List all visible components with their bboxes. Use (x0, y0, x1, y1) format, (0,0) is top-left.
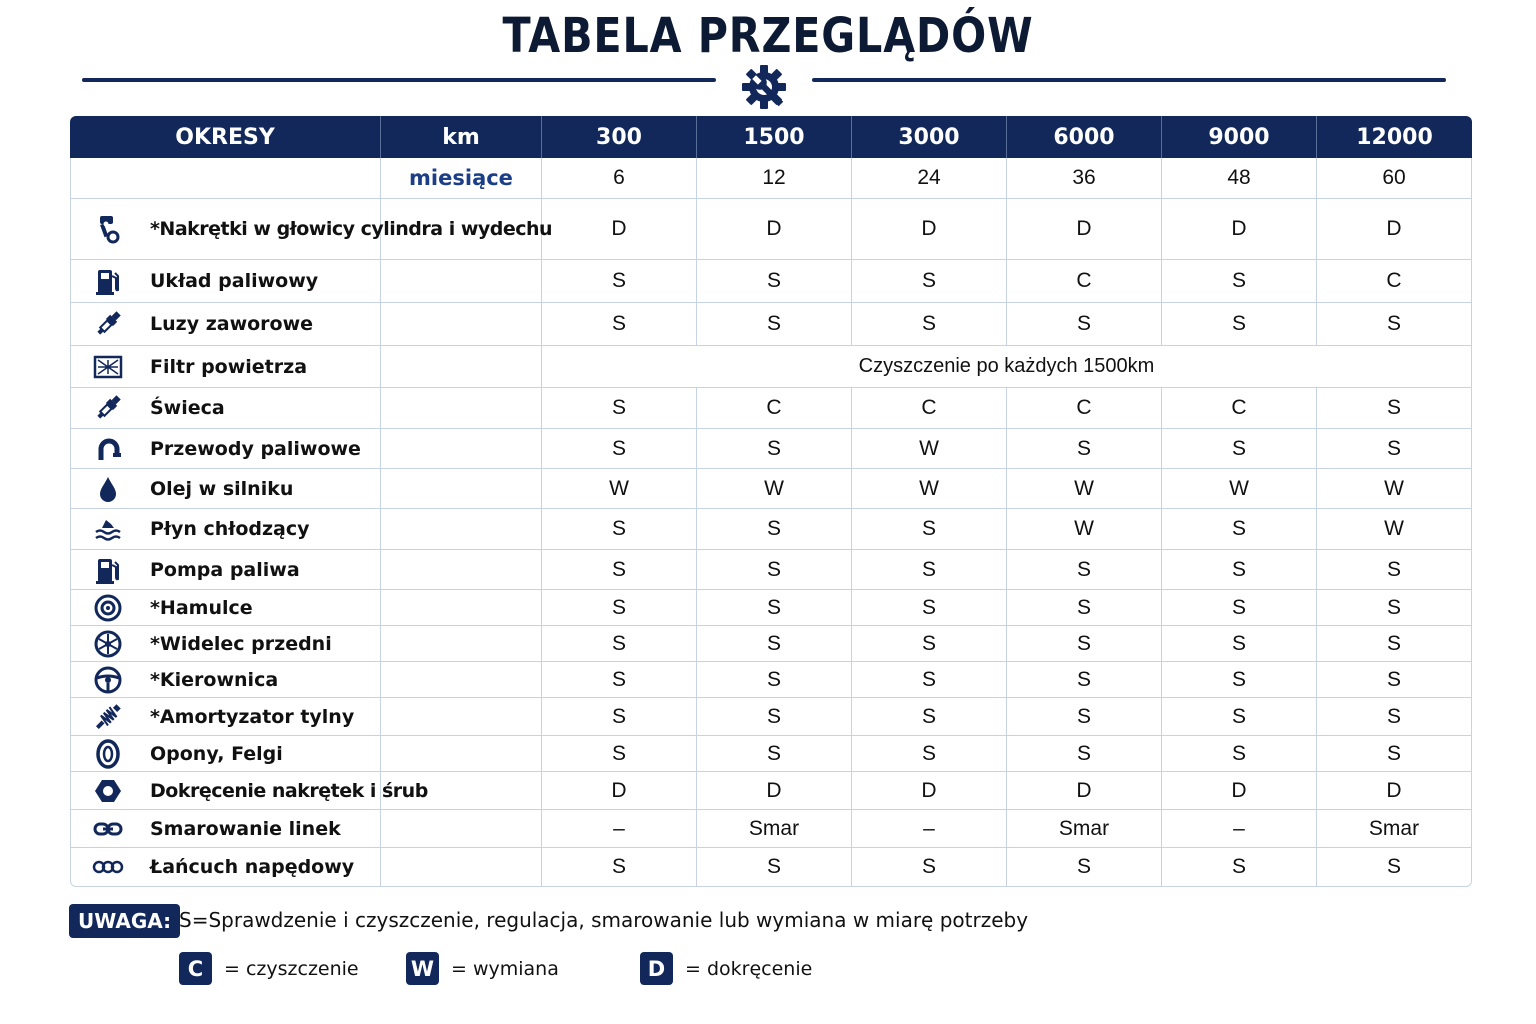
table-row (70, 590, 1472, 626)
item-name: Olej w silniku (150, 477, 294, 500)
schedule-cell: S (1317, 662, 1472, 698)
schedule-cell: W (852, 469, 1007, 509)
schedule-cell: S (697, 303, 852, 346)
table-row (70, 810, 1472, 848)
table-row (70, 199, 1472, 260)
schedule-cell: S (1007, 848, 1162, 887)
legend-item-d (640, 952, 812, 985)
item-name: *Widelec przedni (150, 632, 332, 655)
item-name: Smarowanie linek (150, 817, 341, 840)
interval-note: Czyszczenie po każdych 1500km (542, 346, 1472, 388)
schedule-cell: S (542, 429, 697, 469)
schedule-cell: S (1007, 736, 1162, 772)
table-row (70, 388, 1472, 429)
km-header-cell: 3000 (852, 116, 1007, 158)
schedule-cell: S (1162, 848, 1317, 887)
item-cell (70, 810, 381, 848)
schedule-cell: C (1007, 260, 1162, 303)
months-cell: 12 (697, 158, 852, 199)
schedule-cell: W (1317, 509, 1472, 550)
table-row (70, 772, 1472, 810)
schedule-cell: S (1007, 429, 1162, 469)
legend-badge: W (406, 952, 439, 985)
legend-badge: D (640, 952, 673, 985)
item-cell (70, 260, 381, 303)
blank-km-cell (381, 346, 542, 388)
schedule-cell: S (852, 509, 1007, 550)
months-label: miesiące (381, 158, 542, 199)
schedule-cell: W (1007, 469, 1162, 509)
schedule-cell: S (852, 736, 1007, 772)
item-cell (70, 626, 381, 662)
schedule-cell: S (542, 260, 697, 303)
legend-text: = czyszczenie (224, 957, 359, 980)
wheel-icon (93, 629, 123, 659)
schedule-cell: S (542, 698, 697, 736)
item-cell (70, 736, 381, 772)
item-name: Łańcuch napędowy (150, 856, 355, 878)
table-row (70, 550, 1472, 590)
table-row (70, 260, 1472, 303)
item-cell (70, 199, 553, 260)
item-cell (70, 509, 381, 550)
piston-icon (93, 214, 123, 244)
schedule-cell: S (852, 662, 1007, 698)
km-header-cell: 9000 (1162, 116, 1317, 158)
item-cell (70, 590, 381, 626)
cable-link-icon (93, 814, 123, 844)
schedule-cell: W (542, 469, 697, 509)
months-row (70, 158, 1472, 199)
schedule-cell: S (542, 848, 697, 887)
schedule-cell: S (1162, 303, 1317, 346)
schedule-cell: S (1162, 429, 1317, 469)
schedule-cell: D (852, 772, 1007, 810)
schedule-cell: S (697, 698, 852, 736)
schedule-cell: S (1007, 550, 1162, 590)
table-row (70, 626, 1472, 662)
schedule-cell: Smar (1007, 810, 1162, 848)
air-filter-icon (93, 352, 123, 382)
blank-km-cell (381, 550, 542, 590)
schedule-cell: D (1007, 772, 1162, 810)
item-name: Układ paliwowy (150, 270, 319, 292)
km-header-row (70, 116, 1472, 158)
item-name: *Nakrętki w głowicy cylindra i wydechu (150, 218, 553, 240)
blank-km-cell (381, 260, 542, 303)
schedule-cell: S (1007, 590, 1162, 626)
schedule-cell: S (1162, 260, 1317, 303)
schedule-cell: C (1162, 388, 1317, 429)
months-cell: 24 (852, 158, 1007, 199)
schedule-cell: – (1162, 810, 1317, 848)
schedule-cell: S (1317, 388, 1472, 429)
item-name: Płyn chłodzący (150, 518, 310, 540)
title-divider-left (82, 78, 716, 82)
item-name: *Hamulce (150, 596, 253, 619)
schedule-cell: D (1317, 199, 1472, 260)
item-cell (70, 388, 381, 429)
blank-km-cell (381, 590, 542, 626)
schedule-cell: C (697, 388, 852, 429)
page-title: TABELA PRZEGLĄDÓW (502, 8, 1034, 64)
item-name: Luzy zaworowe (150, 313, 314, 335)
schedule-cell: D (697, 199, 852, 260)
blank-km-cell (381, 388, 542, 429)
nut-icon (93, 776, 123, 806)
fuel-hose-icon (93, 434, 123, 464)
schedule-cell: Smar (1317, 810, 1472, 848)
schedule-cell: S (542, 388, 697, 429)
months-cell: 60 (1317, 158, 1472, 199)
spark-plug-icon (93, 393, 123, 423)
km-header-cell: 1500 (697, 116, 852, 158)
schedule-cell: S (852, 626, 1007, 662)
schedule-cell: S (1317, 698, 1472, 736)
schedule-cell: D (542, 772, 697, 810)
tire-icon (93, 739, 123, 769)
schedule-cell: S (1162, 590, 1317, 626)
schedule-cell: S (542, 626, 697, 662)
legend-badge: C (179, 952, 212, 985)
months-cell: 48 (1162, 158, 1317, 199)
months-cell: 6 (542, 158, 697, 199)
item-name: *Amortyzator tylny (150, 705, 355, 728)
legend-text: = wymiana (451, 957, 559, 980)
item-cell (70, 772, 428, 810)
schedule-cell: S (1162, 550, 1317, 590)
item-name: *Kierownica (150, 668, 279, 691)
chain-icon (93, 852, 123, 882)
oil-drop-icon (93, 474, 123, 504)
schedule-cell: S (697, 550, 852, 590)
blank-km-cell (381, 303, 542, 346)
km-header-cell: 6000 (1007, 116, 1162, 158)
schedule-cell: S (697, 429, 852, 469)
blank-km-cell (381, 626, 542, 662)
schedule-cell: S (1317, 303, 1472, 346)
schedule-cell: S (697, 736, 852, 772)
schedule-cell: W (1007, 509, 1162, 550)
shock-absorber-icon (93, 702, 123, 732)
schedule-cell: W (697, 469, 852, 509)
schedule-cell: S (1317, 626, 1472, 662)
schedule-cell: S (1317, 736, 1472, 772)
note-text: S=Sprawdzenie i czyszczenie, regulacja, smarowanie lub wymiana w miarę potrzeby (179, 908, 1029, 932)
item-cell (70, 550, 381, 590)
periods-header: OKRESY (70, 116, 381, 158)
blank-km-cell (381, 509, 542, 550)
table-row (70, 509, 1472, 550)
schedule-cell: S (697, 509, 852, 550)
item-name: Świeca (150, 397, 225, 419)
table-row (70, 848, 1472, 887)
title-divider-right (812, 78, 1446, 82)
schedule-cell: W (1162, 469, 1317, 509)
schedule-cell: S (697, 848, 852, 887)
schedule-cell: S (542, 509, 697, 550)
item-cell (70, 698, 381, 736)
months-blank-cell (70, 158, 381, 199)
blank-km-cell (381, 736, 542, 772)
gear-wrench-icon (736, 62, 792, 112)
schedule-cell: – (852, 810, 1007, 848)
table-row (70, 736, 1472, 772)
note-label: UWAGA: (69, 904, 180, 938)
item-name: Dokręcenie nakrętek i śrub (150, 779, 428, 802)
blank-km-cell (381, 429, 542, 469)
schedule-cell: S (542, 303, 697, 346)
blank-km-cell (381, 662, 542, 698)
schedule-cell: D (542, 199, 697, 260)
schedule-cell: S (697, 626, 852, 662)
fuel-pump-icon (93, 555, 123, 585)
table-row (70, 698, 1472, 736)
table-row (70, 469, 1472, 509)
item-cell (70, 662, 381, 698)
schedule-cell: D (1007, 199, 1162, 260)
blank-km-cell (381, 469, 542, 509)
schedule-cell: S (852, 260, 1007, 303)
schedule-cell: D (852, 199, 1007, 260)
km-header-cell: 300 (542, 116, 697, 158)
table-row (70, 346, 1472, 388)
schedule-cell: S (1317, 429, 1472, 469)
schedule-cell: S (1162, 736, 1317, 772)
table-row (70, 662, 1472, 698)
legend-item-c (179, 952, 359, 985)
item-cell (70, 469, 381, 509)
schedule-cell: Smar (697, 810, 852, 848)
fuel-pump-icon (93, 266, 123, 296)
brake-disc-icon (93, 593, 123, 623)
table-row (70, 303, 1472, 346)
schedule-cell: S (1317, 590, 1472, 626)
schedule-cell: S (697, 260, 852, 303)
table-row (70, 429, 1472, 469)
schedule-cell: S (1162, 626, 1317, 662)
schedule-cell: S (1317, 550, 1472, 590)
schedule-cell: S (1007, 698, 1162, 736)
schedule-cell: S (852, 590, 1007, 626)
schedule-cell: D (1317, 772, 1472, 810)
schedule-cell: S (542, 550, 697, 590)
schedule-cell: S (1162, 698, 1317, 736)
coolant-icon (93, 514, 123, 544)
item-cell (70, 346, 381, 388)
blank-km-cell (381, 848, 542, 887)
schedule-cell: C (1317, 260, 1472, 303)
schedule-cell: S (542, 736, 697, 772)
schedule-cell: S (1317, 848, 1472, 887)
km-header-cell: 12000 (1317, 116, 1472, 158)
schedule-cell: D (697, 772, 852, 810)
maintenance-schedule-table (70, 116, 1472, 887)
schedule-cell: C (1007, 388, 1162, 429)
schedule-cell: D (1162, 199, 1317, 260)
steering-wheel-icon (93, 665, 123, 695)
schedule-cell: W (852, 429, 1007, 469)
schedule-cell: S (697, 662, 852, 698)
item-cell (70, 848, 381, 887)
schedule-cell: S (542, 662, 697, 698)
blank-km-cell (381, 810, 542, 848)
schedule-cell: S (1162, 662, 1317, 698)
item-name: Przewody paliwowe (150, 437, 361, 460)
schedule-cell: S (542, 590, 697, 626)
schedule-cell: D (1162, 772, 1317, 810)
schedule-cell: S (1162, 509, 1317, 550)
schedule-cell: S (852, 303, 1007, 346)
months-cell: 36 (1007, 158, 1162, 199)
item-name: Filtr powietrza (150, 355, 308, 378)
schedule-cell: S (1007, 303, 1162, 346)
item-cell (70, 303, 381, 346)
item-name: Pompa paliwa (150, 558, 300, 581)
schedule-cell: S (852, 550, 1007, 590)
schedule-cell: S (852, 698, 1007, 736)
schedule-cell: S (1007, 662, 1162, 698)
legend-text: = dokręcenie (685, 957, 813, 980)
blank-km-cell (381, 698, 542, 736)
schedule-cell: S (852, 848, 1007, 887)
schedule-cell: W (1317, 469, 1472, 509)
schedule-cell: S (697, 590, 852, 626)
legend-item-w (406, 952, 559, 985)
item-cell (70, 429, 381, 469)
km-header: km (381, 116, 542, 158)
item-name: Opony, Felgi (150, 742, 283, 765)
schedule-cell: C (852, 388, 1007, 429)
schedule-cell: S (1007, 626, 1162, 662)
spark-plug-icon (93, 309, 123, 339)
schedule-cell: – (542, 810, 697, 848)
